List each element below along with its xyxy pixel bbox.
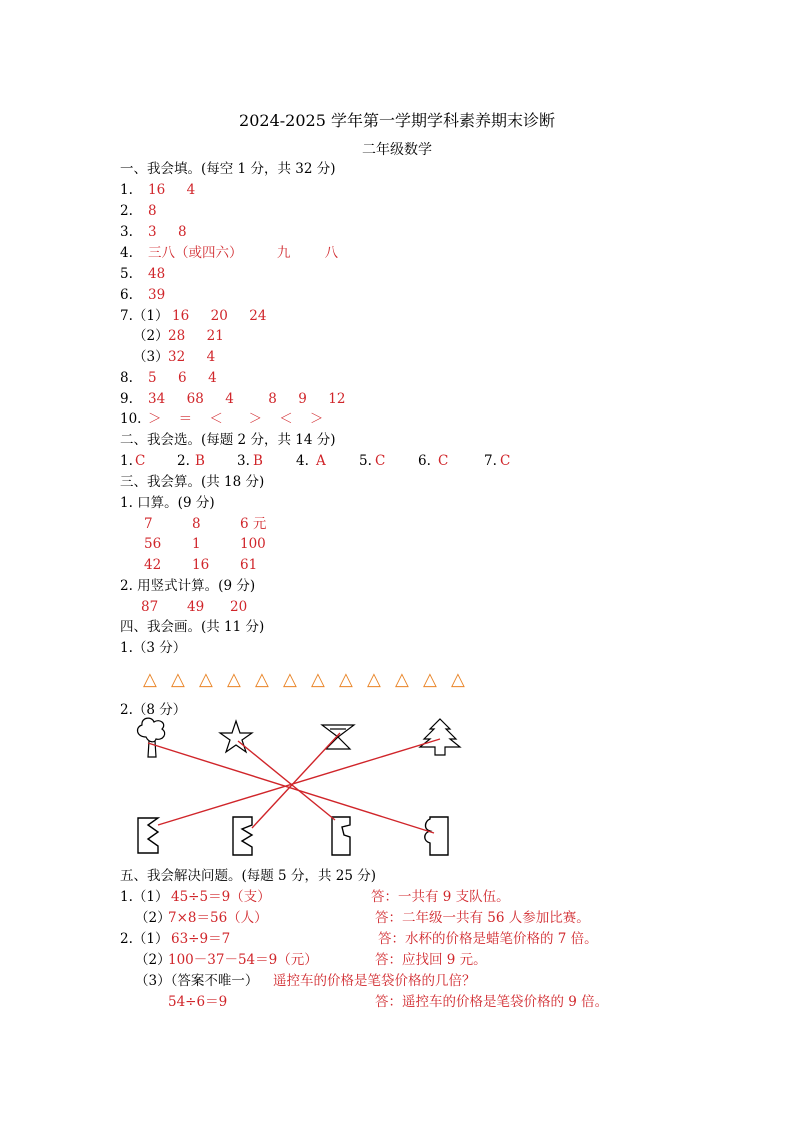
choice-number: 5. [359,453,372,469]
calc-answer: 56 [144,536,162,552]
choice-answer: C [438,453,449,469]
calc-answer: 61 [240,557,258,573]
q5-number: 5. [120,266,133,282]
choice-answer: C [500,453,511,469]
problem-number: 2.（1） [120,931,169,947]
section1-heading: 一、我会填。(每空 1 分，共 32 分) [120,161,336,177]
q9-answer: 34 68 4 8 9 12 [148,391,346,407]
vertical-calc-label: 2. 用竖式计算。(9 分) [120,578,256,594]
problem-equation: 100－37－54＝9（元） [168,952,318,968]
problem-answer: 答：一共有 9 支队伍。 [371,889,510,905]
choice-answer: B [253,453,263,469]
q7c-number: （3） [133,349,169,365]
oral-calc-label: 1. 口算。(9 分) [120,495,215,511]
section3-heading: 三、我会算。(共 18 分) [120,474,265,490]
match-line [158,739,440,825]
q6-number: 6. [120,287,133,303]
problem-answer: 答：应找回 9 元。 [375,952,487,968]
calc-answer: 20 [230,599,248,615]
calc-answer: 7 [144,516,153,532]
triangle-icon: △ [367,669,381,690]
match-line [148,743,434,833]
q3-number: 3. [120,224,133,240]
triangle-icon: △ [199,669,213,690]
calc-answer: 49 [187,599,205,615]
triangle-icon: △ [171,669,185,690]
calc-answer: 1 [192,536,201,552]
choice-number: 7. [484,453,497,469]
q8-number: 8. [120,370,133,386]
choice-answer: A [316,453,326,469]
calc-answer: 100 [240,536,266,552]
triangle-icon: △ [311,669,325,690]
triangle-icon: △ [451,669,465,690]
q4-answer: 三八（或四六） 九 八 [148,245,339,261]
q6-answer: 39 [148,287,166,303]
problem-equation: 54÷6＝9 [168,994,228,1010]
calc-answer: 16 [192,557,210,573]
matching-diagram [130,715,470,860]
problem-number: （3）（答案不唯一） [135,973,259,989]
q2-number: 2. [120,203,133,219]
calc-answer: 42 [144,557,162,573]
q7a-number: 7.（1） [120,308,169,324]
tree-shape-icon [420,719,460,755]
notch-block-icon [233,817,252,855]
choice-number: 4. [296,453,309,469]
choice-number: 1. [120,453,133,469]
problem-number: （2） [135,910,171,926]
q9-number: 9. [120,391,133,407]
triangle-icon: △ [227,669,241,690]
q1-number: 1. [120,182,133,198]
exam-subtitle: 二年级数学 [362,142,432,158]
triangle-icon: △ [339,669,353,690]
choice-number: 6. [418,453,431,469]
matching-lines [148,733,440,833]
tree-icon [137,718,164,757]
match-line [238,741,335,820]
q3-answer: 3 8 [148,224,187,240]
q10-number: 10. [120,411,142,427]
q4-number: 4. [120,245,133,261]
q8-answer: 5 6 4 [148,370,217,386]
q10-answer: ＞ ＝ ＜ ＞ ＜ ＞ [148,411,324,427]
problem-number: （2） [135,952,171,968]
choice-answer: B [195,453,205,469]
star-icon [220,721,252,752]
q1-answer: 16 4 [148,182,196,198]
problem-equation: 63÷9＝7 [171,931,231,947]
calc-answer: 8 [192,516,201,532]
q7c-answer: 32 4 [168,349,216,365]
section5-heading: 五、我会解决问题。(每题 5 分，共 25 分) [120,868,376,884]
problem-answer: 答：二年级一共有 56 人参加比赛。 [375,910,590,926]
q7a-answer: 16 20 24 [172,308,267,324]
choice-answer: C [375,453,386,469]
triangle-row [143,669,479,690]
q7b-answer: 28 21 [168,328,224,344]
problem-equation: 45÷5＝9（支） [171,889,271,905]
draw-q1-label: 1.（3 分） [120,640,187,656]
wave-block-icon [332,817,350,855]
q2-answer: 8 [148,203,157,219]
bump-block-icon [425,817,448,855]
problem-answer: 答：水杯的价格是蜡笔价格的 7 倍。 [378,931,598,947]
triangle-icon: △ [395,669,409,690]
triangle-icon: △ [255,669,269,690]
triangle-icon: △ [283,669,297,690]
arrow-shape-icon [322,725,354,749]
q5-answer: 48 [148,266,166,282]
zigzag-block-icon [138,818,158,853]
problem-question: 遥控车的价格是笔袋价格的几倍？ [273,973,476,989]
calc-answer: 6 元 [240,516,267,532]
draw-q2-label: 2.（8 分） [120,702,187,718]
section2-heading: 二、我会选。(每题 2 分，共 14 分) [120,432,336,448]
choice-number: 2. [177,453,190,469]
triangle-icon: △ [143,669,157,690]
q7b-number: （2） [133,328,169,344]
problem-number: 1.（1） [120,889,169,905]
choice-number: 3. [237,453,250,469]
problem-equation: 7×8＝56（人） [168,910,268,926]
choice-answer: C [135,453,146,469]
calc-answer: 87 [141,599,159,615]
problem-answer: 答：遥控车的价格是笔袋价格的 9 倍。 [375,994,609,1010]
section4-heading: 四、我会画。(共 11 分) [120,619,265,635]
exam-title: 2024-2025 学年第一学期学科素养期末诊断 [239,111,555,130]
triangle-icon: △ [423,669,437,690]
